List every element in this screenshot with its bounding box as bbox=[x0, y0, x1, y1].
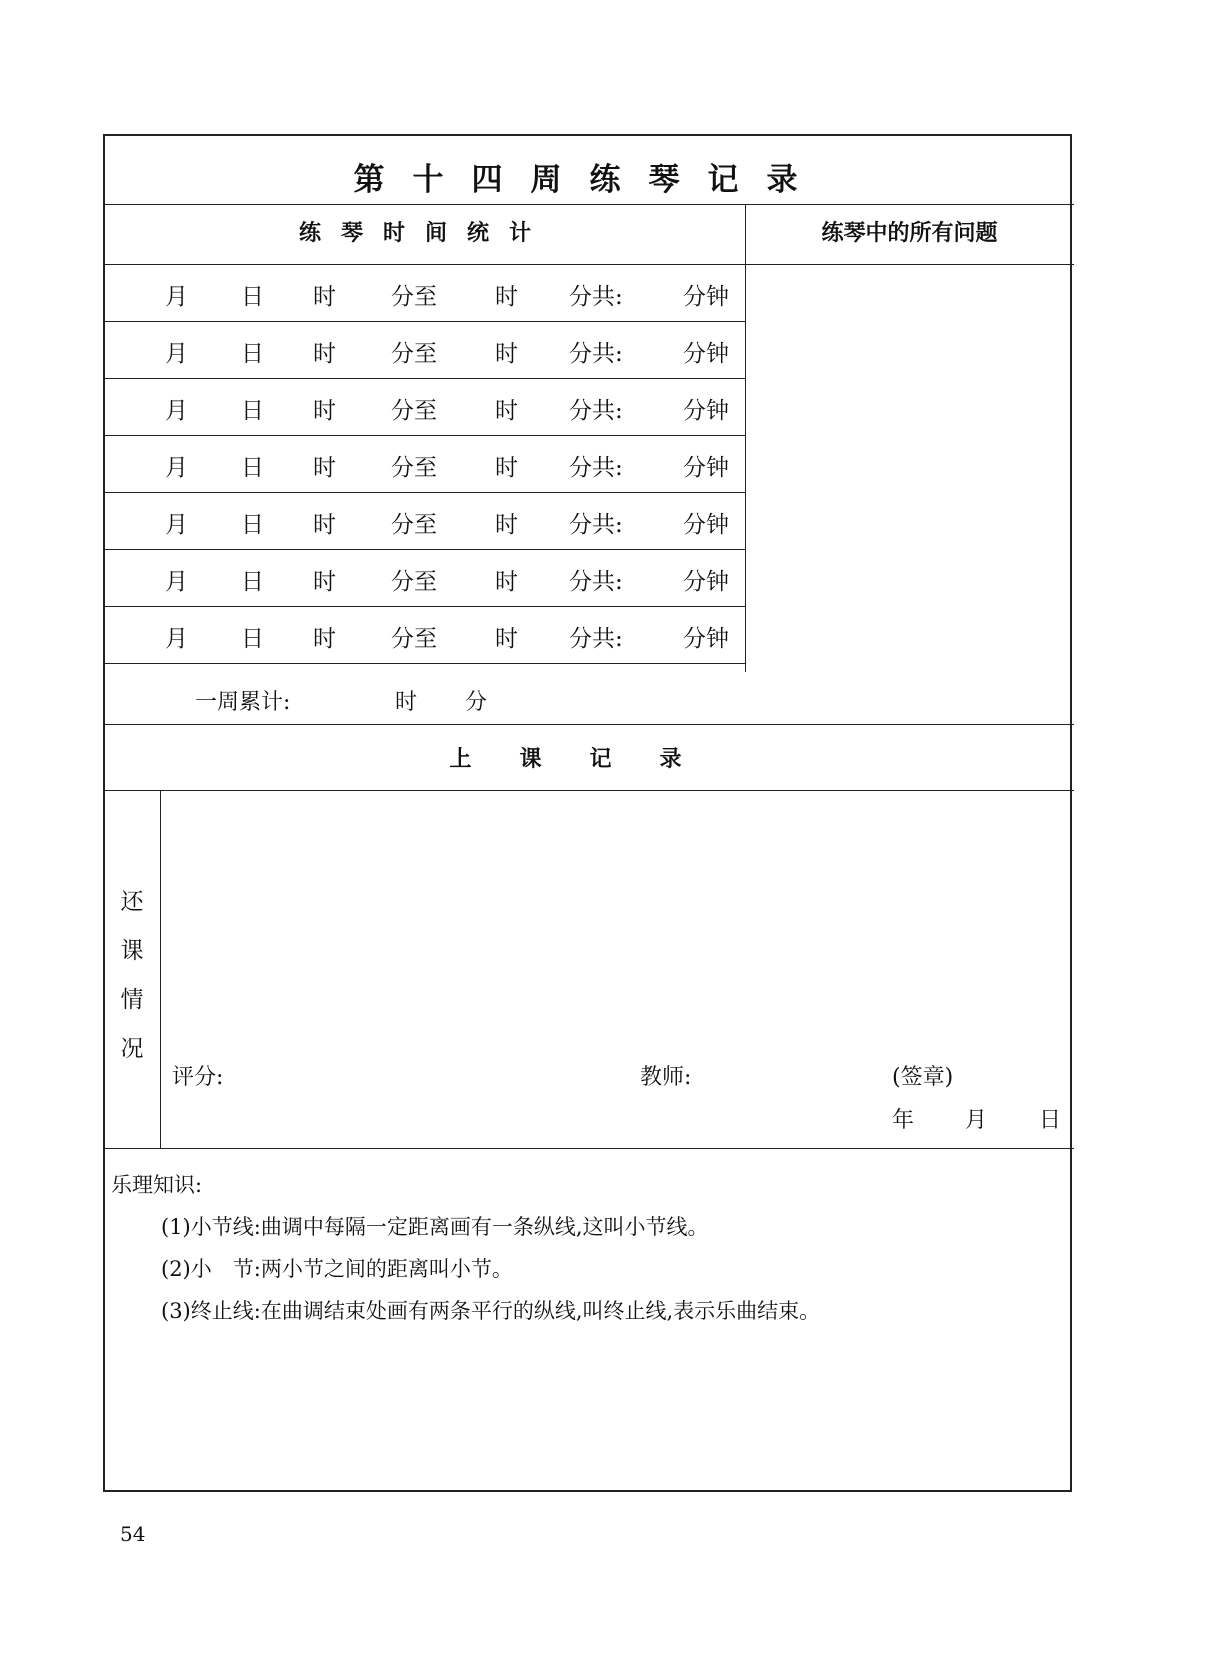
row-divider bbox=[105, 321, 745, 322]
row-month: 月 bbox=[165, 284, 188, 310]
theory-heading: 乐理知识: bbox=[111, 1173, 203, 1197]
row-minute-total: 分共: bbox=[569, 455, 623, 481]
row-divider bbox=[105, 549, 745, 550]
row-day: 日 bbox=[241, 626, 264, 652]
row-hour-from: 时 bbox=[313, 626, 336, 652]
row-hour-to: 时 bbox=[495, 398, 518, 424]
row-month: 月 bbox=[165, 341, 188, 367]
row-minutes: 分钟 bbox=[683, 398, 729, 424]
row-minutes: 分钟 bbox=[683, 512, 729, 538]
page-number: 54 bbox=[120, 1522, 146, 1546]
row-minute-total: 分共: bbox=[569, 398, 623, 424]
teacher-label: 教师: bbox=[640, 1065, 692, 1090]
row-hour-to: 时 bbox=[495, 569, 518, 595]
review-label-divider bbox=[160, 790, 161, 1148]
row-day: 日 bbox=[241, 569, 264, 595]
review-label-text: 还 课 情 况 bbox=[120, 889, 144, 1062]
row-minute-to: 分至 bbox=[391, 284, 437, 310]
row-divider bbox=[105, 492, 745, 493]
divider bbox=[105, 724, 1074, 725]
row-minute-total: 分共: bbox=[569, 626, 623, 652]
theory-item: (1)小节线:曲调中每隔一定距离画有一条纵线,这叫小节线。 bbox=[161, 1215, 709, 1239]
practice-time-header: 练琴时间统计 bbox=[298, 220, 551, 246]
row-divider bbox=[105, 378, 745, 379]
row-minute-to: 分至 bbox=[391, 512, 437, 538]
row-minute-to: 分至 bbox=[391, 455, 437, 481]
row-minutes: 分钟 bbox=[683, 626, 729, 652]
row-day: 日 bbox=[241, 455, 264, 481]
row-hour-to: 时 bbox=[495, 512, 518, 538]
row-minutes: 分钟 bbox=[683, 569, 729, 595]
row-minute-total: 分共: bbox=[569, 569, 623, 595]
row-minute-to: 分至 bbox=[391, 398, 437, 424]
row-hour-from: 时 bbox=[313, 284, 336, 310]
divider bbox=[105, 264, 1074, 265]
theory-item: (2)小 节:两小节之间的距离叫小节。 bbox=[161, 1257, 513, 1281]
row-divider bbox=[105, 435, 745, 436]
row-minutes: 分钟 bbox=[683, 455, 729, 481]
row-month: 月 bbox=[165, 398, 188, 424]
row-hour-from: 时 bbox=[313, 569, 336, 595]
row-minute-to: 分至 bbox=[391, 341, 437, 367]
divider bbox=[105, 790, 1074, 791]
row-hour-to: 时 bbox=[495, 626, 518, 652]
row-minutes: 分钟 bbox=[683, 341, 729, 367]
row-minute-to: 分至 bbox=[391, 569, 437, 595]
row-minute-total: 分共: bbox=[569, 512, 623, 538]
row-minute-to: 分至 bbox=[391, 626, 437, 652]
row-month: 月 bbox=[165, 455, 188, 481]
row-hour-to: 时 bbox=[495, 455, 518, 481]
problems-header: 练琴中的所有问题 bbox=[821, 220, 998, 246]
row-hour-to: 时 bbox=[495, 341, 518, 367]
row-month: 月 bbox=[165, 512, 188, 538]
divider bbox=[105, 204, 1074, 205]
row-minutes: 分钟 bbox=[683, 284, 729, 310]
column-divider bbox=[745, 204, 746, 672]
row-day: 日 bbox=[241, 512, 264, 538]
row-divider bbox=[105, 663, 745, 664]
lesson-record-header: 上课记录 bbox=[449, 746, 730, 772]
divider bbox=[105, 1148, 1074, 1149]
week-total-minute: 分 bbox=[465, 690, 488, 715]
date-month: 月 bbox=[965, 1108, 988, 1133]
row-hour-from: 时 bbox=[313, 455, 336, 481]
score-label: 评分: bbox=[172, 1065, 224, 1090]
row-day: 日 bbox=[241, 341, 264, 367]
practice-record-form bbox=[103, 134, 1072, 1492]
form-title: 第十四周练琴记录 bbox=[353, 162, 826, 198]
signature-label: (签章) bbox=[892, 1065, 954, 1090]
row-minute-total: 分共: bbox=[569, 284, 623, 310]
row-day: 日 bbox=[241, 398, 264, 424]
week-total-label: 一周累计: bbox=[195, 690, 291, 715]
row-hour-from: 时 bbox=[313, 398, 336, 424]
row-month: 月 bbox=[165, 626, 188, 652]
row-hour-to: 时 bbox=[495, 284, 518, 310]
row-month: 月 bbox=[165, 569, 188, 595]
review-label bbox=[117, 878, 147, 1074]
week-total-hour: 时 bbox=[395, 690, 418, 715]
row-divider bbox=[105, 606, 745, 607]
row-minute-total: 分共: bbox=[569, 341, 623, 367]
row-day: 日 bbox=[241, 284, 264, 310]
date-day: 日 bbox=[1039, 1108, 1062, 1133]
row-hour-from: 时 bbox=[313, 341, 336, 367]
theory-item: (3)终止线:在曲调结束处画有两条平行的纵线,叫终止线,表示乐曲结束。 bbox=[161, 1299, 821, 1323]
date-year: 年 bbox=[892, 1108, 915, 1133]
row-hour-from: 时 bbox=[313, 512, 336, 538]
